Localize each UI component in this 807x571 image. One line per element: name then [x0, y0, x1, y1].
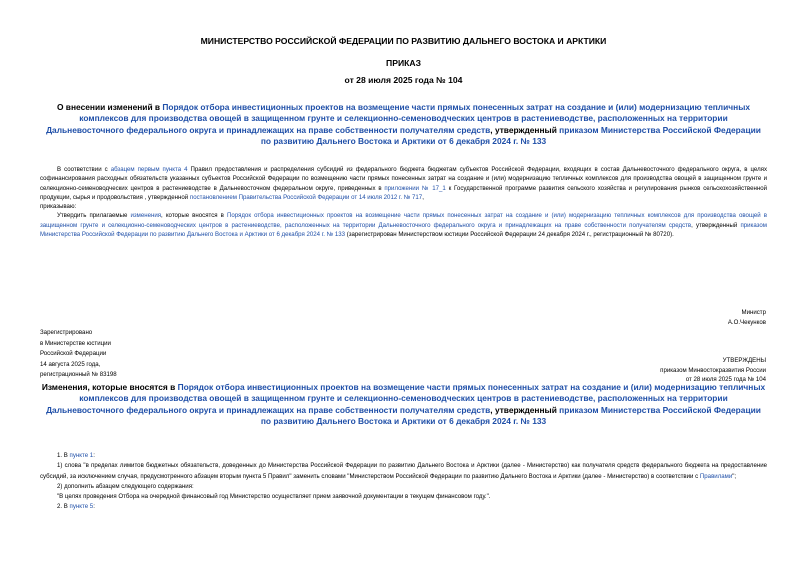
text-fragment: :	[93, 503, 95, 511]
ministry-name: МИНИСТЕРСТВО РОССИЙСКОЙ ФЕДЕРАЦИИ ПО РАЗВИТИЮ ДАЛЬНЕГО ВОСТОКА И АРКТИКИ	[200, 36, 607, 46]
amendments-list	[40, 451, 767, 513]
procedure-link[interactable]: Порядок отбора инвестиционных проектов на возмещение части прямых понесенных затрат на создание и (или) модернизацию тепличных комплексов для производства овощей в защищенном грунте и селекционно-семеноводческих центров в растениеводстве, расположенных на территории Дальневосточного федерального округа и принадлежащих на праве собственности получателям средств	[46, 102, 751, 135]
registration-line: 14 августа 2025 года,	[40, 360, 101, 368]
signatory-position: Министр	[741, 309, 766, 316]
amendment-subitem	[40, 461, 767, 482]
registration-block	[40, 328, 240, 381]
amendment-subitem: 2) дополнить абзацем следующего содержания:	[57, 482, 194, 490]
point-1-link[interactable]: пункте 1	[69, 452, 94, 459]
text-fragment: В соответствии с	[57, 166, 111, 173]
procedure-link-2[interactable]: Порядок отбора инвестиционных проектов на возмещение части прямых понесенных затрат на создание и (или) модернизацию тепличных комплексов для производства овощей в защищенном грунте и селекционно-семеноводческих центров в растениеводстве, расположенных на территории Дальневосточного федерального округа и принадлежащих на праве собственности получателям средств	[46, 382, 766, 415]
amendments-title-prefix: Изменения, которые вносятся в	[41, 382, 178, 392]
government-decree-link[interactable]: постановлением Правительства Российской Федерации от 14 июля 2012 г. № 717	[189, 193, 423, 201]
signatory-name: А.О.Чекунков	[727, 319, 766, 326]
text-fragment: 1. В	[57, 452, 70, 459]
text-fragment: , которые вносятся в	[161, 212, 227, 220]
registration-line: в Министерстве юстиции	[40, 339, 111, 347]
text-fragment: , утвержденный	[691, 221, 741, 229]
text-fragment: 2. В	[57, 503, 70, 511]
amendment-quote: "В целях проведения Отбора на очередной финансовый год Министерство осуществляет прием заявочной документации в текущем финансовом году.".	[57, 493, 491, 501]
amendment-item	[40, 502, 767, 512]
amendments-title-middle: , утвержденный	[490, 404, 560, 415]
signature-block	[500, 308, 766, 328]
registration-line: Российской Федерации	[40, 350, 107, 358]
text-fragment: 1) слова "в пределах лимитов бюджетных обязательств, доведенных до Министерства Российской Федерации по развитию Дальнего Востока и Арктики (далее - Министерство) как получателя средств федерального бюджета на предоставление субсидий, за исключением случая, предусмотренного абзацем вторым пункта 5 Правил" заменить словами "Министерством Российской Федерации по развитию Дальнего Востока и Арктики (далее - Министерство) в соответствии с	[40, 462, 767, 480]
order-title-middle: , утвержденный	[490, 124, 560, 135]
amendment-item	[40, 451, 767, 461]
order-133-link[interactable]: приказом Министерства Российской Федерации по развитию Дальнего Востока и Арктики от 6 декабря 2024 г. № 133	[260, 124, 761, 146]
rules-paragraph-link[interactable]: абзацем первым пункта 4	[110, 166, 188, 173]
procedure-link-body[interactable]: Порядок отбора инвестиционных проектов на возмещение части прямых понесенных затрат на создание и (или) модернизацию тепличных комплексов для производства овощей в защищенном грунте и селекционно-семеноводческих центров в растениеводстве, расположенных на территории Дальневосточного федерального округа и принадлежащих на праве собственности получателям средств	[40, 212, 768, 229]
changes-link[interactable]: изменения	[130, 212, 162, 220]
text-fragment: ,	[422, 193, 424, 201]
text-fragment: (зарегистрирован Министерством юстиции Российской Федерации 24 декабря 2024 г., регистрационный № 80720).	[345, 231, 674, 239]
approval-paragraph	[40, 211, 767, 239]
order-133-link-2[interactable]: приказом Министерства Российской Федерации по развитию Дальнего Востока и Арктики от 6 декабря 2024 г. № 133	[260, 404, 761, 426]
registration-line: регистрационный № 83198	[40, 371, 117, 379]
preamble-paragraph	[40, 165, 767, 202]
approval-stamp	[500, 356, 766, 385]
amendments-title	[40, 382, 767, 427]
text-fragment: Правил предоставления и распределения субсидий из федерального бюджета бюджетам субъектов Российской Федерации, входящих в состав Дальневосточного федерального округа, в целях софинансирования расходных обязательств указанных субъектов Российской Федерации по возмещению части прямых понесенных затрат на создание и (или) модернизацию тепличных комплексов для производства овощей в защищенном грунте и селекционно-семеноводческих центров в растениеводстве в Дальневосточном федеральном округе, приведенных в	[40, 166, 768, 192]
text-fragment: к Государственной программе развития сельского хозяйства и регулирования рынков сельскохозяйственной продукции, сырья и продовольствия , утвержденной	[40, 184, 767, 201]
text-fragment: ";	[732, 472, 737, 480]
document-date: от 28 июля 2025 года № 104	[344, 75, 463, 85]
registration-line: Зарегистрировано	[40, 329, 93, 336]
preamble	[40, 165, 767, 239]
order-title	[40, 102, 767, 147]
rules-link[interactable]: Правилами	[699, 472, 733, 480]
document-type: ПРИКАЗ	[386, 58, 421, 68]
approved-heading: УТВЕРЖДЕНЫ	[722, 357, 766, 364]
order-133-link-body[interactable]: приказом Министерства Российской Федерации по развитию Дальнего Востока и Арктики от 6 декабря 2024 г. № 133	[40, 221, 767, 239]
appendix-link[interactable]: приложении № 17_1	[384, 184, 446, 192]
order-title-prefix: О внесении изменений в	[56, 102, 163, 112]
text-fragment: Утвердить прилагаемые	[57, 212, 131, 220]
approved-line: от 28 июля 2025 года № 104	[685, 376, 766, 384]
text-fragment: :	[93, 452, 95, 459]
order-word: приказываю:	[40, 203, 77, 211]
point-5-link[interactable]: пункте 5	[69, 503, 94, 511]
approved-line: приказом Минвостокразвития России	[660, 366, 766, 374]
